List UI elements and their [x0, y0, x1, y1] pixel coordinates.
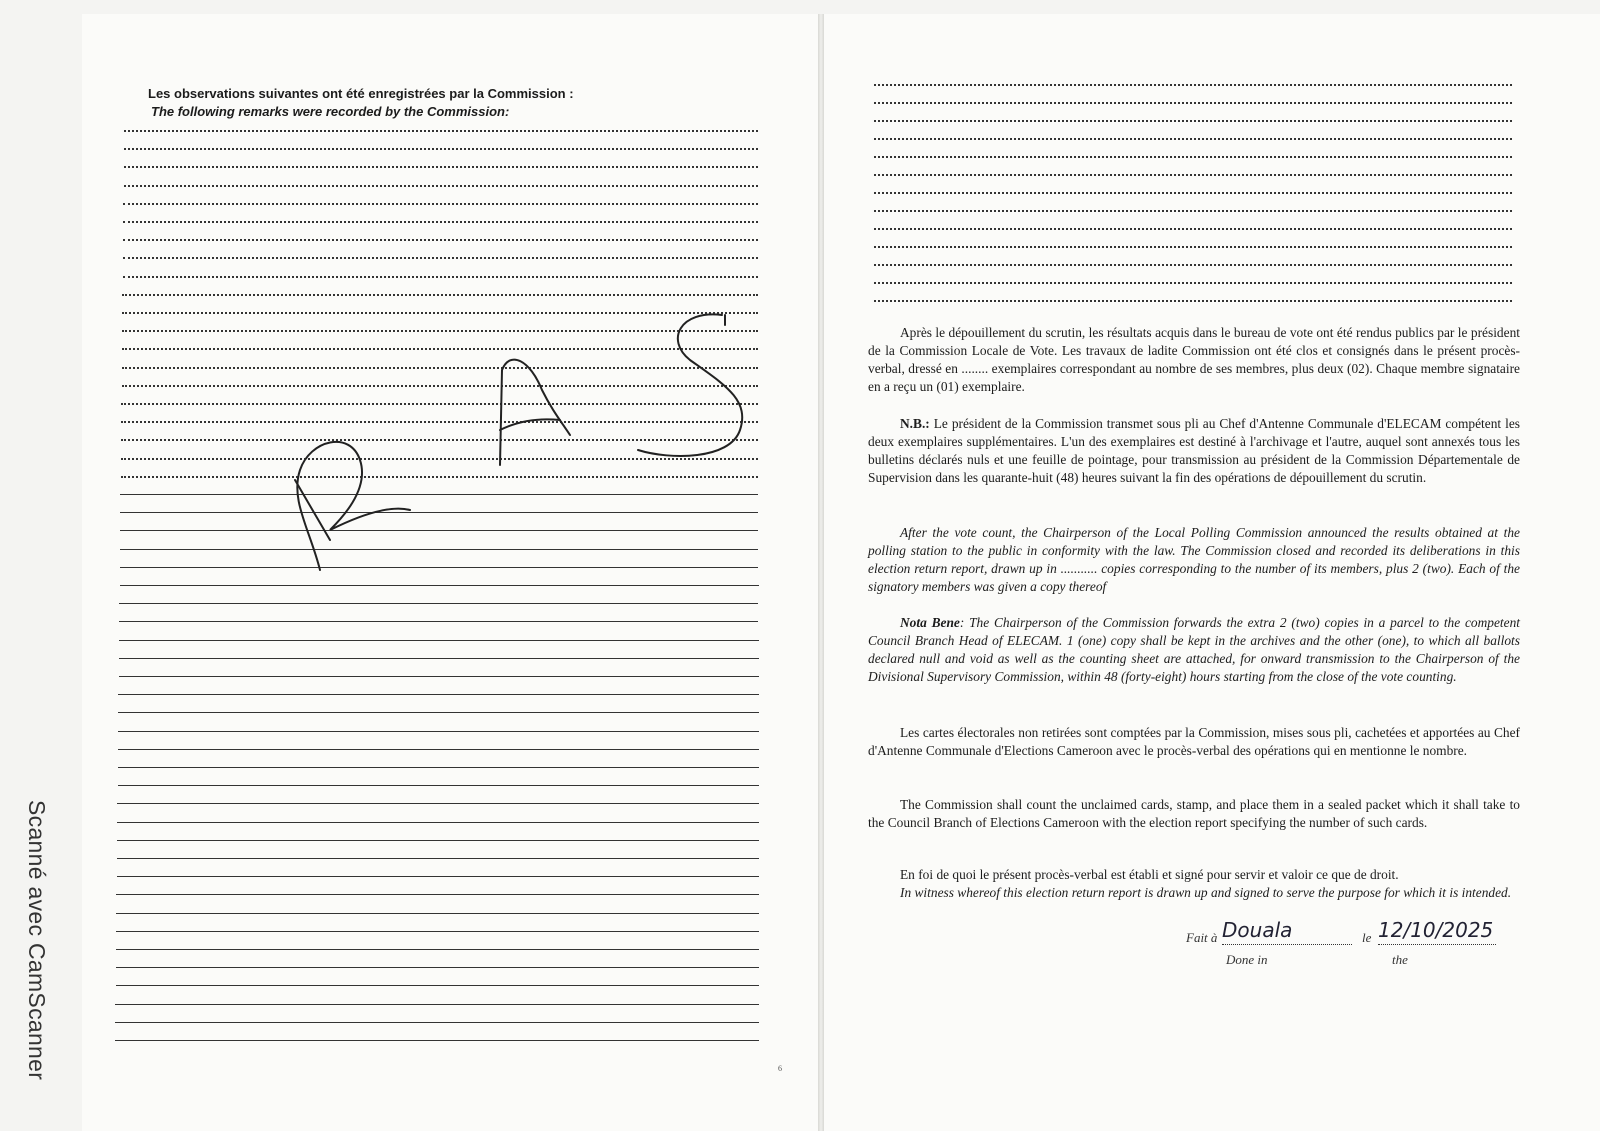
results-paragraph-fr: Après le dépouillement du scrutin, les résultats acquis dans le bureau de vote ont été rendus publics par le président de la Commission Locale de Vote. Les travaux de ladite Commission ont été clos et consignés dans le présent procès-verbal, dressé en ........ exemplaires correspondant au nombre de ses membres, plus deux (02). Chaque membre signataire en a reçu un (01) exemplaire. [868, 325, 1520, 394]
observation-line [123, 276, 759, 278]
observation-line [118, 712, 758, 713]
page-number: 6 [778, 1064, 782, 1073]
right-dotted-line [874, 174, 1512, 176]
witness-paragraph [868, 866, 1520, 902]
nb-paragraph-fr [868, 415, 1520, 487]
observation-line [118, 767, 759, 768]
observation-line [117, 840, 759, 841]
cards-paragraph-en: The Commission shall count the unclaimed cards, stamp, and place them in a sealed packet which it shall take to the Council Branch of Elections Cameroon with the election report specifying the number of such cards. [868, 797, 1520, 830]
page-binding [818, 14, 824, 1131]
observation-line [124, 166, 758, 168]
observations-title-en: The following remarks were recorded by the Commission: [151, 104, 510, 119]
witness-fr: En foi de quoi le présent procès-verbal est établi et signé pour servir et valoir ce que de droit. [900, 867, 1399, 882]
observation-line [117, 803, 758, 804]
nota-label: Nota Bene [900, 615, 960, 630]
right-dotted-line [874, 156, 1512, 158]
observation-line [124, 130, 758, 132]
observation-line [123, 203, 758, 205]
observation-line [119, 676, 759, 677]
witness-en: In witness whereof this election return report is drawn up and signed to serve the purpose for which it is intended. [900, 885, 1512, 900]
le-label: le [1362, 930, 1372, 945]
observation-line [116, 967, 759, 968]
observation-line [115, 1040, 759, 1041]
observation-line [118, 749, 759, 750]
observation-line [119, 621, 758, 622]
observation-line [119, 603, 758, 604]
right-dotted-line [874, 84, 1512, 86]
right-dotted-line [874, 264, 1512, 266]
right-dotted-line [874, 192, 1512, 194]
observation-line [124, 148, 758, 150]
observation-line [124, 185, 759, 187]
observation-line [118, 694, 758, 695]
right-dotted-line [874, 300, 1512, 302]
right-dotted-line [874, 210, 1512, 212]
observation-line [123, 257, 758, 259]
done-in-label: Done in [1226, 952, 1268, 967]
observation-line [116, 931, 759, 932]
observation-line [123, 221, 758, 223]
observation-line [117, 876, 759, 877]
handwritten-place: Douala [1222, 918, 1293, 942]
right-dotted-line [874, 120, 1512, 122]
nb-text: Le président de la Commission transmet sous pli au Chef d'Antenne Communale d'ELECAM compétent les deux exemplaires supplémentaires. L'un des exemplaires est destiné à l'archivage et l'autre, auquel sont annexés tous les bulletins déclarés nuls et une feuille de pointage, pour transmission au président de la Commission Départementale de Supervision dans les quarante-huit (48) heures suivant la fin des opérations de dépouillement du scrutin. [868, 416, 1520, 485]
cards-paragraph-fr: Les cartes électorales non retirées sont comptées par la Commission, mises sous pli, cachetées et apportées au Chef d'Antenne Communale d'Elections Cameroon avec le procès-verbal des opérations qui en mentionne le nombre. [868, 725, 1520, 758]
observations-title-fr: Les observations suivantes ont été enregistrées par la Commission : [148, 86, 574, 101]
right-dotted-line [874, 228, 1512, 230]
nota-bene-paragraph [868, 614, 1520, 686]
observation-line [122, 294, 758, 296]
right-dotted-line [874, 246, 1512, 248]
observation-line [115, 1022, 759, 1023]
place-underline [1222, 944, 1352, 945]
the-label: the [1392, 952, 1408, 967]
observation-line [119, 640, 759, 641]
observation-line [116, 985, 759, 986]
handwritten-date: 12/10/2025 [1378, 918, 1494, 942]
observation-line [116, 894, 758, 895]
date-underline [1378, 944, 1496, 945]
results-paragraph-en: After the vote count, the Chairperson of the Local Polling Commission announced the results obtained at the polling station to the public in conformity with the law. The Commission closed and recorded its deliberations in this election return report, drawn up in ........... copies corresponding to the number of its members, plus 2 (two). Each of the signatory members was given a copy thereof [868, 525, 1520, 594]
right-dotted-line [874, 102, 1512, 104]
observation-line [115, 1004, 759, 1005]
nb-label: N.B.: [900, 416, 930, 431]
observation-line [118, 731, 759, 732]
observation-line [117, 822, 759, 823]
observation-line [118, 785, 759, 786]
observation-line [120, 585, 759, 586]
camscanner-watermark: Scanné avec CamScanner [24, 800, 50, 1081]
nota-text: : The Chairperson of the Commission forwards the extra 2 (two) copies in a parcel to the competent Council Branch Head of ELECAM. 1 (one) copy shall be kept in the archives and the other (one), to which all ballots declared null and void as well as the counting sheet are attached, for onward transmission to the Chairperson of the Divisional Supervisory Commission, within 48 (forty-eight) hours starting from the close of the vote counting. [868, 615, 1520, 684]
observation-line [116, 913, 759, 914]
right-dotted-line [874, 138, 1512, 140]
observation-line [123, 239, 758, 241]
right-dotted-line [874, 282, 1512, 284]
handwritten-signature [270, 300, 770, 580]
observation-line [117, 858, 759, 859]
observation-line [119, 658, 759, 659]
observation-line [116, 949, 759, 950]
fait-a-label: Fait à [1186, 930, 1218, 945]
